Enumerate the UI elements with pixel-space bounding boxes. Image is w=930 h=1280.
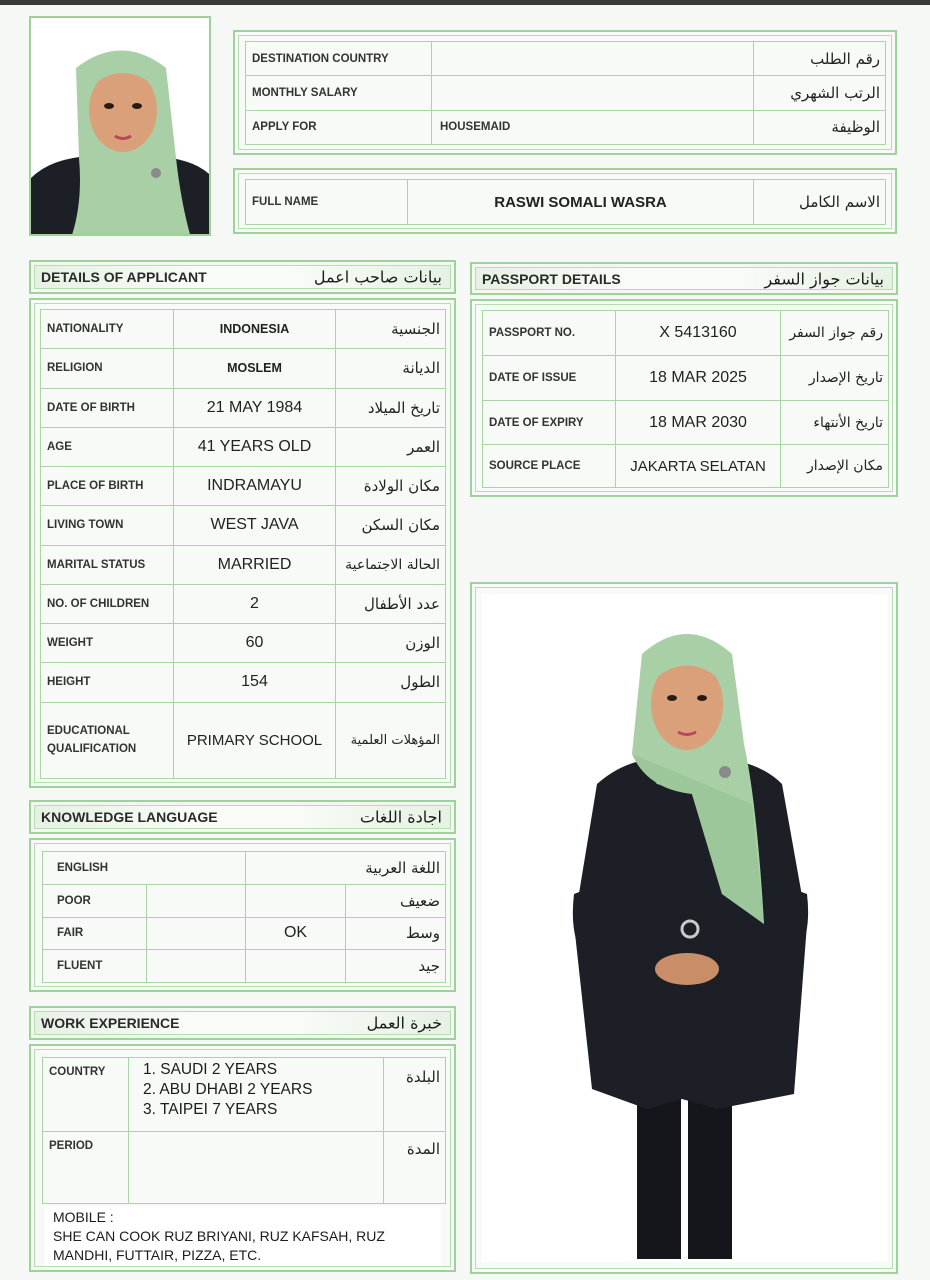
arabic-monthly-salary: الرتب الشهري bbox=[754, 76, 886, 110]
full-body-photo-panel bbox=[470, 582, 898, 1274]
value-age: 41 YEARS OLD bbox=[174, 427, 336, 466]
passport-panel bbox=[470, 299, 898, 497]
english-poor bbox=[147, 884, 246, 917]
arabic-fair-value: OK bbox=[246, 917, 346, 950]
value-nationality: INDONESIA bbox=[174, 310, 336, 349]
top-info-panel bbox=[233, 30, 897, 155]
value-religion: MOSLEM bbox=[174, 349, 336, 388]
row-religion bbox=[41, 349, 446, 388]
applicant-panel bbox=[29, 298, 456, 788]
label-marital-status: MARITAL STATUS bbox=[41, 545, 174, 584]
arabic-living-town: مكان السكن bbox=[336, 506, 446, 545]
arabic-fair: وسط bbox=[346, 917, 446, 950]
language-panel bbox=[29, 838, 456, 992]
arabic-age: العمر bbox=[336, 427, 446, 466]
label-poor: POOR bbox=[43, 884, 147, 917]
row-date-of-expiry bbox=[483, 400, 889, 445]
arabic-place-of-birth: مكان الولادة bbox=[336, 467, 446, 506]
value-living-town: WEST JAVA bbox=[174, 506, 336, 545]
label-place-of-birth: PLACE OF BIRTH bbox=[41, 467, 174, 506]
passport-header-title: PASSPORT DETAILS bbox=[482, 270, 621, 287]
label-fluent: FLUENT bbox=[43, 950, 147, 983]
country-list bbox=[129, 1058, 384, 1132]
row-living-town bbox=[41, 506, 446, 545]
label-passport-no: PASSPORT NO. bbox=[483, 311, 616, 356]
label-children: NO. OF CHILDREN bbox=[41, 584, 174, 623]
arabic-nationality: الجنسية bbox=[336, 310, 446, 349]
notes-box bbox=[45, 1206, 441, 1266]
arabic-fluent-value bbox=[246, 950, 346, 983]
row-language-names bbox=[43, 852, 446, 885]
label-apply-for: APPLY FOR bbox=[246, 110, 432, 144]
arabic-height: الطول bbox=[336, 663, 446, 702]
label-period: PERIOD bbox=[43, 1132, 129, 1204]
arabic-date-of-issue: تاريخ الإصدار bbox=[781, 355, 889, 400]
label-height: HEIGHT bbox=[41, 663, 174, 702]
arabic-date-of-expiry: تاريخ الأنتهاء bbox=[781, 400, 889, 445]
portrait-figure bbox=[31, 18, 211, 236]
country-item: 2. ABU DHABI 2 YEARS bbox=[143, 1081, 313, 1098]
label-weight: WEIGHT bbox=[41, 624, 174, 663]
label-source-place: SOURCE PLACE bbox=[483, 445, 616, 488]
country-item: 3. TAIPEI 7 YEARS bbox=[143, 1101, 278, 1118]
label-age: AGE bbox=[41, 427, 174, 466]
row-period bbox=[43, 1132, 446, 1204]
full-name-panel bbox=[233, 168, 897, 234]
value-passport-no: X 5413160 bbox=[616, 311, 781, 356]
label-date-of-issue: DATE OF ISSUE bbox=[483, 355, 616, 400]
value-education: PRIMARY SCHOOL bbox=[174, 702, 336, 779]
top-info-table bbox=[245, 41, 886, 145]
arabic-poor: ضعيف bbox=[346, 884, 446, 917]
language-header-title: KNOWLEDGE LANGUAGE bbox=[41, 809, 218, 825]
label-living-town: LIVING TOWN bbox=[41, 506, 174, 545]
label-nationality: NATIONALITY bbox=[41, 310, 174, 349]
arabic-apply-for: الوظيفة bbox=[754, 110, 886, 144]
label-date-of-birth: DATE OF BIRTH bbox=[41, 388, 174, 427]
arabic-date-of-birth: تاريخ الميلاد bbox=[336, 388, 446, 427]
passport-table bbox=[482, 310, 889, 488]
value-destination-country bbox=[432, 42, 754, 76]
cooking-note: SHE CAN COOK RUZ BRIYANI, RUZ KAFSAH, RUZ MANDHI, FUTTAIR, PIZZA, ETC. bbox=[53, 1228, 385, 1263]
work-header-title: WORK EXPERIENCE bbox=[41, 1015, 180, 1031]
arabic-passport-no: رقم جواز السفر bbox=[781, 311, 889, 356]
row-passport-no bbox=[483, 311, 889, 356]
row-weight bbox=[41, 624, 446, 663]
arabic-country: البلدة bbox=[384, 1058, 446, 1132]
row-destination-country bbox=[246, 42, 886, 76]
applicant-header-title: DETAILS OF APPLICANT bbox=[41, 269, 207, 285]
row-education bbox=[41, 702, 446, 779]
country-item: 1. SAUDI 2 YEARS bbox=[143, 1061, 278, 1078]
arabic-education: المؤهلات العلمية bbox=[336, 702, 446, 779]
value-height: 154 bbox=[174, 663, 336, 702]
english-fluent bbox=[147, 950, 246, 983]
value-apply-for: HOUSEMAID bbox=[432, 110, 754, 144]
value-children: 2 bbox=[174, 584, 336, 623]
value-place-of-birth: INDRAMAYU bbox=[174, 467, 336, 506]
passport-header-arabic: بيانات جواز السفر bbox=[764, 269, 884, 288]
label-religion: RELIGION bbox=[41, 349, 174, 388]
value-monthly-salary bbox=[432, 76, 754, 110]
row-fluent bbox=[43, 950, 446, 983]
applicant-header-arabic: بيانات صاحب اعمل bbox=[313, 267, 442, 287]
label-date-of-expiry: DATE OF EXPIRY bbox=[483, 400, 616, 445]
work-panel bbox=[29, 1044, 456, 1272]
arabic-poor-value bbox=[246, 884, 346, 917]
label-country: COUNTRY bbox=[43, 1058, 129, 1132]
full-body-figure bbox=[482, 594, 888, 1262]
arabic-full-name: الاسم الكامل bbox=[754, 180, 886, 225]
row-poor bbox=[43, 884, 446, 917]
arabic-religion: الديانة bbox=[336, 349, 446, 388]
row-place-of-birth bbox=[41, 467, 446, 506]
value-source-place: JAKARTA SELATAN bbox=[616, 445, 781, 488]
arabic-weight: الوزن bbox=[336, 624, 446, 663]
arabic-fluent: جيد bbox=[346, 950, 446, 983]
row-height bbox=[41, 663, 446, 702]
row-date-of-issue bbox=[483, 355, 889, 400]
label-education: EDUCATIONAL QUALIFICATION bbox=[41, 702, 174, 779]
language-header-arabic: اجادة اللغات bbox=[359, 807, 442, 827]
arabic-marital-status: الحالة الاجتماعية bbox=[336, 545, 446, 584]
label-arabic-language: اللغة العربية bbox=[246, 852, 446, 885]
label-destination-country: DESTINATION COUNTRY bbox=[246, 42, 432, 76]
row-children bbox=[41, 584, 446, 623]
row-fair bbox=[43, 917, 446, 950]
label-fair: FAIR bbox=[43, 917, 147, 950]
top-edge bbox=[0, 0, 930, 5]
label-full-name: FULL NAME bbox=[246, 180, 408, 225]
row-country bbox=[43, 1058, 446, 1132]
row-apply-for bbox=[246, 110, 886, 144]
row-source-place bbox=[483, 445, 889, 488]
mobile-label: MOBILE : bbox=[53, 1209, 114, 1225]
label-english: ENGLISH bbox=[43, 852, 246, 885]
language-table bbox=[42, 851, 446, 983]
row-marital-status bbox=[41, 545, 446, 584]
portrait-photo bbox=[29, 16, 211, 236]
english-fair bbox=[147, 917, 246, 950]
row-nationality bbox=[41, 310, 446, 349]
language-header bbox=[29, 800, 456, 834]
passport-header bbox=[470, 262, 898, 295]
work-table bbox=[42, 1057, 446, 1204]
work-header bbox=[29, 1006, 456, 1040]
value-full-name: RASWI SOMALI WASRA bbox=[408, 180, 754, 225]
full-body-photo bbox=[482, 594, 888, 1262]
value-weight: 60 bbox=[174, 624, 336, 663]
value-date-of-birth: 21 MAY 1984 bbox=[174, 388, 336, 427]
work-header-arabic: خبرة العمل bbox=[366, 1013, 442, 1033]
value-date-of-issue: 18 MAR 2025 bbox=[616, 355, 781, 400]
full-name-table bbox=[245, 179, 886, 225]
value-period bbox=[129, 1132, 384, 1204]
row-monthly-salary bbox=[246, 76, 886, 110]
value-date-of-expiry: 18 MAR 2030 bbox=[616, 400, 781, 445]
arabic-children: عدد الأطفال bbox=[336, 584, 446, 623]
row-age bbox=[41, 427, 446, 466]
arabic-source-place: مكان الإصدار bbox=[781, 445, 889, 488]
value-marital-status: MARRIED bbox=[174, 545, 336, 584]
applicant-header bbox=[29, 260, 456, 294]
label-monthly-salary: MONTHLY SALARY bbox=[246, 76, 432, 110]
arabic-destination-country: رقم الطلب bbox=[754, 42, 886, 76]
row-date-of-birth bbox=[41, 388, 446, 427]
arabic-period: المدة bbox=[384, 1132, 446, 1204]
applicant-table bbox=[40, 309, 446, 779]
